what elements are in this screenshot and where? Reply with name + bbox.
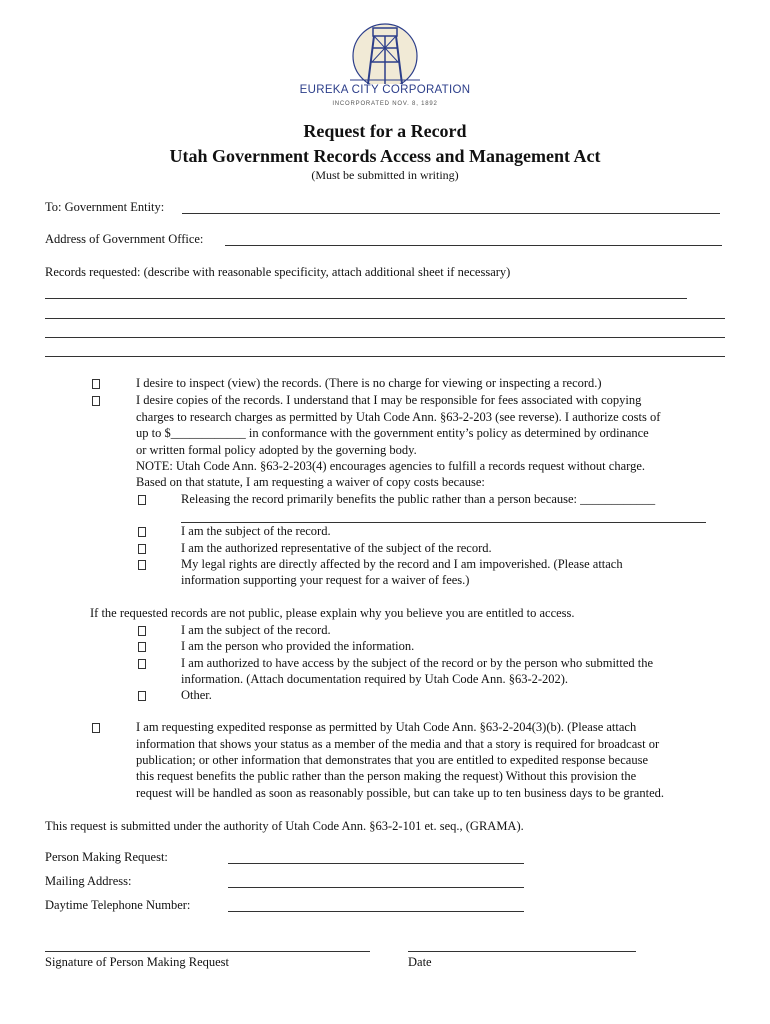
copies-checkbox[interactable] (92, 396, 100, 406)
eureka-logo (290, 22, 480, 114)
access-authorized-text-1: I am authorized to have access by the subject of the record or by the person who submitted the (181, 656, 654, 670)
copies-text-3: up to $____________ in conformance with the government entity’s policy as determined by ordinance (136, 426, 649, 440)
not-public-text: If the requested records are not public, please explain why you believe you are entitled to access. (90, 606, 575, 620)
person-field[interactable] (228, 863, 524, 864)
access-provider-text: I am the person who provided the information. (181, 639, 415, 653)
records-requested-label: Records requested: (describe with reasonable specificity, attach additional sheet if necessary) (45, 265, 511, 279)
waiver-subject-checkbox[interactable] (138, 527, 146, 537)
mailing-label: Mailing Address: (45, 874, 132, 888)
waiver-representative-checkbox[interactable] (138, 544, 146, 554)
inspect-checkbox[interactable] (92, 379, 100, 389)
copies-note-1: NOTE: Utah Code Ann. §63-2-203(4) encourages agencies to fulfill a records request without charge. (136, 459, 645, 473)
access-provider-checkbox[interactable] (138, 642, 146, 652)
expedited-text-3: publication; or other information that demonstrates that you are entitled to expedited response because (136, 753, 648, 767)
date-label: Date (408, 955, 432, 969)
access-subject-text: I am the subject of the record. (181, 623, 331, 637)
expedited-checkbox[interactable] (92, 723, 100, 733)
phone-label: Daytime Telephone Number: (45, 898, 191, 912)
office-address-field[interactable] (225, 245, 722, 246)
records-field-line-1[interactable] (45, 298, 687, 299)
expedited-text-4: this request benefits the public rather than the person making the request) Without this provision the (136, 769, 637, 783)
logo-name: EUREKA CITY CORPORATION (299, 84, 471, 96)
expedited-text-5: request will be handled as soon as reasonably possible, but can take up to ten business days to be granted. (136, 786, 665, 800)
records-field-line-3[interactable] (45, 337, 725, 338)
access-authorized-checkbox[interactable] (138, 659, 146, 669)
waiver-public-benefit-text: Releasing the record primarily benefits the public rather than a person because: ____________ (181, 492, 656, 506)
waiver-subject-text: I am the subject of the record. (181, 524, 331, 538)
inspect-text: I desire to inspect (view) the records. (There is no charge for viewing or inspecting a record.) (136, 376, 602, 390)
access-subject-checkbox[interactable] (138, 626, 146, 636)
copies-note-2: Based on that statute, I am requesting a waiver of copy costs because: (136, 475, 485, 489)
waiver-impoverished-text-1: My legal rights are directly affected by the record and I am impoverished. (Please attach (181, 557, 623, 571)
waiver-public-benefit-checkbox[interactable] (138, 495, 146, 505)
expedited-text-1: I am requesting expedited response as permitted by Utah Code Ann. §63-2-204(3)(b). (Please attach (136, 720, 637, 734)
signature-label: Signature of Person Making Request (45, 955, 230, 969)
copies-text-4: or written formal policy adopted by the governing body. (136, 443, 417, 457)
waiver-impoverished-checkbox[interactable] (138, 560, 146, 570)
copies-text-1: I desire copies of the records. I understand that I may be responsible for fees associated with copying (136, 393, 642, 407)
logo-incorporated: INCORPORATED NOV. 8, 1892 (332, 101, 438, 107)
access-other-checkbox[interactable] (138, 691, 146, 701)
waiver-public-benefit-field[interactable] (181, 522, 706, 523)
form-note: (Must be submitted in writing) (311, 168, 459, 182)
records-field-line-2[interactable] (45, 318, 725, 319)
copies-text-2: charges to research charges as permitted by Utah Code Ann. §63-2-203 (see reverse). I authorize costs of (136, 410, 661, 424)
person-label: Person Making Request: (45, 850, 168, 864)
signature-field[interactable] (45, 951, 370, 952)
date-field[interactable] (408, 951, 636, 952)
access-authorized-text-2: information. (Attach documentation required by Utah Code Ann. §63-2-202). (181, 672, 569, 686)
headframe-logo-icon (290, 22, 480, 84)
form-subtitle-act: Utah Government Records Access and Management Act (169, 146, 601, 166)
expedited-text-2: information that shows your status as a member of the media and that a story is required for broadcast or (136, 737, 660, 751)
authority-statement: This request is submitted under the authority of Utah Code Ann. §63-2-101 et. seq., (GRAMA). (45, 819, 524, 833)
government-entity-label: To: Government Entity: (45, 200, 165, 214)
mailing-field[interactable] (228, 887, 524, 888)
government-entity-field[interactable] (182, 213, 720, 214)
access-other-text: Other. (181, 688, 212, 702)
waiver-representative-text: I am the authorized representative of the subject of the record. (181, 541, 492, 555)
waiver-impoverished-text-2: information supporting your request for a waiver of fees.) (181, 573, 470, 587)
office-address-label: Address of Government Office: (45, 232, 204, 246)
phone-field[interactable] (228, 911, 524, 912)
form-title: Request for a Record (303, 121, 467, 141)
records-field-line-4[interactable] (45, 356, 725, 357)
